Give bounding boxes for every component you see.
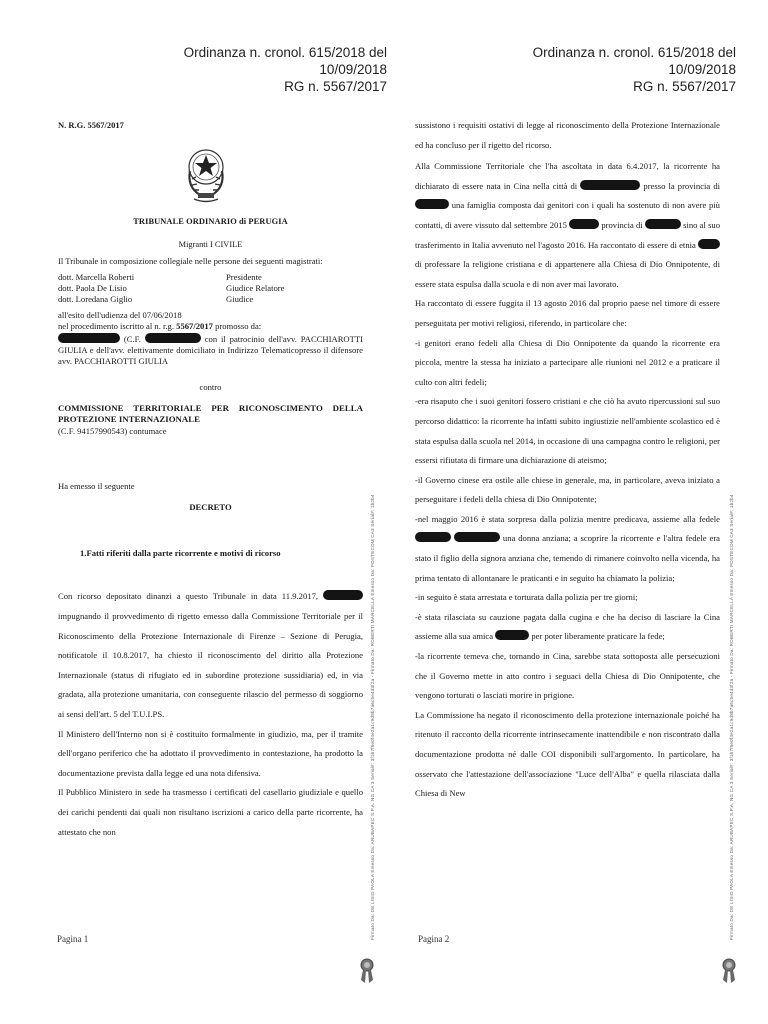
paragraph-text: -nel maggio 2016 è stata sorpresa dalla polizia mentre predicava, assieme alla fedele <box>415 513 720 524</box>
judge-name: dott. Paola De Lisio <box>58 283 127 294</box>
section-heading: 1.Fatti riferiti dalla parte ricorrente e motivi di ricorso <box>80 548 281 559</box>
paragraph-text: impugnando il provvedimento di rigetto emesso dalla Commissione Territoriale per il Riconoscimento della Protezione Internazionale di Firenze – Sezione di Perugia, notificatole il 10.8.2017, ha chiesto il riconoscimento del diritto alla Protezione Internazionale (status di rifugiato ed in subordine protezione sussidiaria) ed, in via gradata, alla protezione umanitaria, con conseguente rilascio del permesso di soggiorno ai sensi dell'art. 5 del T.U.I.PS. <box>58 611 363 720</box>
respondent-name: COMMISSIONE TERRITORIALE PER RICONOSCIMENTO DELLA PROTEZIONE INTERNAZIONALE <box>58 402 363 425</box>
paragraph-text: presso la provincia di <box>643 180 721 191</box>
paragraph-text: -è stata rilasciata su cauzione pagata dalla cugina e che ha deciso di lasciare la Cina assieme alla sua amica <box>415 611 720 642</box>
party-domicile: dell'avv. elettivamente domiciliato in Indirizzo Telematicopresso il difensore avv. PACCHIAROTTI GIULIA <box>58 345 363 367</box>
list-item: -era risaputo che i suoi genitori fossero cristiani e che ciò ha avuto ripercussioni sul suo percorso didattico: la ricorrente ha infatti subito ingiustizie nell'ambiente scolastico ed è stata espulsa dalla scuola nel 2014, in occasione di una campagna contro le religioni, per essersi rifiutata di firmare una dichiarazione di ateismo; <box>415 396 720 466</box>
paragraph: La Commissione ha negato il riconoscimento della protezione internazionale poiché ha ritenuto il racconto della ricorrente intrinsecamente inattendibile e non riscontrato dalla documentazione prodotta né dalle COI disponibili sull'argomento. In particolare, ha osservato che l'attestazione dell'associazione "Luce dell'Alba" e quella rilasciata dalla Chiesa di New <box>415 709 720 799</box>
page2-header <box>486 44 736 95</box>
proceeding-prefix: nel procedimento iscritto al n. r.g. <box>58 320 174 331</box>
proceeding-suffix: promosso da: <box>215 320 262 331</box>
judge-row <box>58 283 363 294</box>
hearing-line: all'esito dell'udienza del 07/06/2018 <box>58 309 182 320</box>
judge-role: Presidente <box>226 272 262 283</box>
paragraph-text: una donna anziana; a scoprire la ricorrente e l'altra fedele era stato il figlio della signora anziana che, temendo di rimanere coinvolto nella vicenda, ha prima tentato di allontanare le praticanti e in seguito ha chiamato la polizia; <box>415 533 720 583</box>
paragraph: Ha raccontato di essere fuggita il 13 agosto 2016 dal proprio paese nel timore di essere perseguitata per motivi religiosi, riferendo, in particolare che: <box>415 298 720 328</box>
paragraph-text: di professare la religione cristiana e di appartenere alla Chiesa di Dio Onnipotente, di essere stata espulsa dalla scuola e di non aver mai lavorato. <box>415 259 720 289</box>
redacted-province <box>415 199 449 209</box>
party-counsel: con il patrocinio dell'avv. PACCHIAROTTI GIULIA e <box>58 334 363 356</box>
paragraph: Il Ministero dell'Interno non si è costituito formalmente in giudizio, ma, per il tramite dell'organo periferico che ha adottato il provvedimento in contestazione, ha prodotto la documentazione prevista dalla legge ed una nota difensiva. <box>58 728 363 778</box>
redacted-name <box>454 532 500 542</box>
paragraph-text: una famiglia composta dai genitori con i quali ha sostenuto di non avere più contatti, di avere vissuto dal settembre 2015 <box>415 200 720 230</box>
redacted-name <box>415 532 451 542</box>
digital-signature-seal-icon <box>722 958 736 984</box>
italian-republic-emblem-icon <box>184 143 228 205</box>
judges-list <box>58 272 363 306</box>
paragraph: sussistono i requisiti ostativi di legge al riconoscimento della Protezione Internazionale ed ha concluso per il rigetto del ricorso. <box>415 120 720 150</box>
judge-role: Giudice Relatore <box>226 283 285 294</box>
list-item <box>415 510 720 588</box>
redacted-city <box>580 180 640 190</box>
header-ordinanza: Ordinanza n. cronol. 615/2018 del 10/09/2018 <box>183 45 387 77</box>
paragraph-text: provincia di <box>601 219 643 230</box>
redacted-province <box>645 219 681 229</box>
paragraph-text: sino al suo trasferimento in Italia avvenuto nel l'agosto 2016. Ha raccontato di essere di etnia <box>415 219 721 250</box>
page-number: Pagina 1 <box>57 934 89 944</box>
header-rg: RG n. 5567/2017 <box>633 79 736 94</box>
court-title: TRIBUNALE ORDINARIO di PERUGIA <box>133 217 288 227</box>
list-item: -il Governo cinese era ostile alle chiese in generale, ma, in particolare, aveva iniziato a perseguitare i fedeli della chiesa di Dio Onnipotente; <box>415 474 720 505</box>
redacted-name <box>323 590 363 600</box>
paragraph <box>415 157 720 294</box>
contro-label: contro <box>199 381 222 392</box>
list-item: -in seguito è stata arrestata e torturata dalla polizia per tre giorni; <box>415 592 638 603</box>
panel-intro: Il Tribunale in composizione collegiale nelle persone dei seguenti magistrati: <box>58 255 323 266</box>
redacted-cf <box>145 333 201 343</box>
judge-row <box>58 294 363 305</box>
rg-label: N. R.G. 5567/2017 <box>58 120 124 130</box>
header-ordinanza: Ordinanza n. cronol. 615/2018 del 10/09/2018 <box>532 45 736 77</box>
judge-role: Giudice <box>226 294 254 305</box>
proceeding-number: 5567/2017 <box>176 320 213 331</box>
list-item: -i genitori erano fedeli alla Chiesa di Dio Onnipotente da quando la ricorrente era piccola, mentre la stessa ha iniziato a partecipare alle riunioni nel 2012 e a praticare il culto con altri fedeli; <box>415 337 720 387</box>
redacted-name <box>495 630 529 640</box>
paragraph-text: Con ricorso depositato dinanzi a questo Tribunale in data 11.9.2017, <box>58 591 319 602</box>
decreto-title: DECRETO <box>189 502 232 513</box>
list-item: -la ricorrente temeva che, tornando in Cina, sarebbe stata sottoposta alle persecuzioni che il Governo mette in atto contro i seguaci della Chiesa di Dio Onnipotente, che vengono torturati o lasciati morire in prigione. <box>415 651 720 701</box>
respondent-cf: (C.F. 94157990543) contumace <box>58 425 167 436</box>
redacted-name <box>58 333 120 343</box>
ha-emesso-line: Ha emesso il seguente <box>58 480 135 491</box>
signature-sidebar: Firmato Da: DE LISIO PAOLA Emesso Da: ARUBAPEC S.P.A. NG CA 3 Serial#: 3f1b7f6e0f4e2a1c9d8b7a6c5e4d3f2a - Firmato Da: ROBERTI MARCELLA Emesso Da: POSTECOM CA3 Serial#: 1b2b4 <box>370 494 375 940</box>
list-item <box>415 608 720 647</box>
court-section: Migranti I CIVILE <box>178 239 243 249</box>
party-block <box>58 333 363 368</box>
party-cf: (C.F. <box>123 334 141 345</box>
paragraph-text: Alla Commissione Territoriale che l'ha ascoltata in data 6.4.2017, la ricorrente ha dichiarato di essere nata in Cina nella città di <box>415 161 720 191</box>
page1-header <box>137 44 387 95</box>
judge-row <box>58 272 363 283</box>
digital-signature-seal-icon <box>360 958 374 984</box>
signature-sidebar: Firmato Da: DE LISIO PAOLA Emesso Da: ARUBAPEC S.P.A. NG CA 3 Serial#: 3f1b7f6e0f4e2a1c9d8b7a6c5e4d3f2a - Firmato Da: ROBERTI MARCELLA Emesso Da: POSTECOM CA3 Serial#: 1b2b4 <box>729 494 734 940</box>
redacted-ethnicity <box>698 239 720 249</box>
judge-name: dott. Marcella Roberti <box>58 272 135 283</box>
proceeding-line <box>58 321 363 332</box>
paragraph-text: per poter liberamente praticare la fede; <box>531 631 665 642</box>
document-page-1 <box>58 116 363 842</box>
document-page-2 <box>415 116 720 804</box>
judge-name: dott. Loredana Giglio <box>58 294 133 305</box>
page-number: Pagina 2 <box>418 934 450 944</box>
header-rg: RG n. 5567/2017 <box>284 79 387 94</box>
paragraph <box>58 587 363 724</box>
paragraph: Il Pubblico Ministero in sede ha trasmesso i certificati del casellario giudiziale e quello dei carichi pendenti dai quali non risultano iscrizioni a carico della parte ricorrente, ha attestato che non <box>58 787 363 837</box>
redacted-place <box>569 219 599 229</box>
